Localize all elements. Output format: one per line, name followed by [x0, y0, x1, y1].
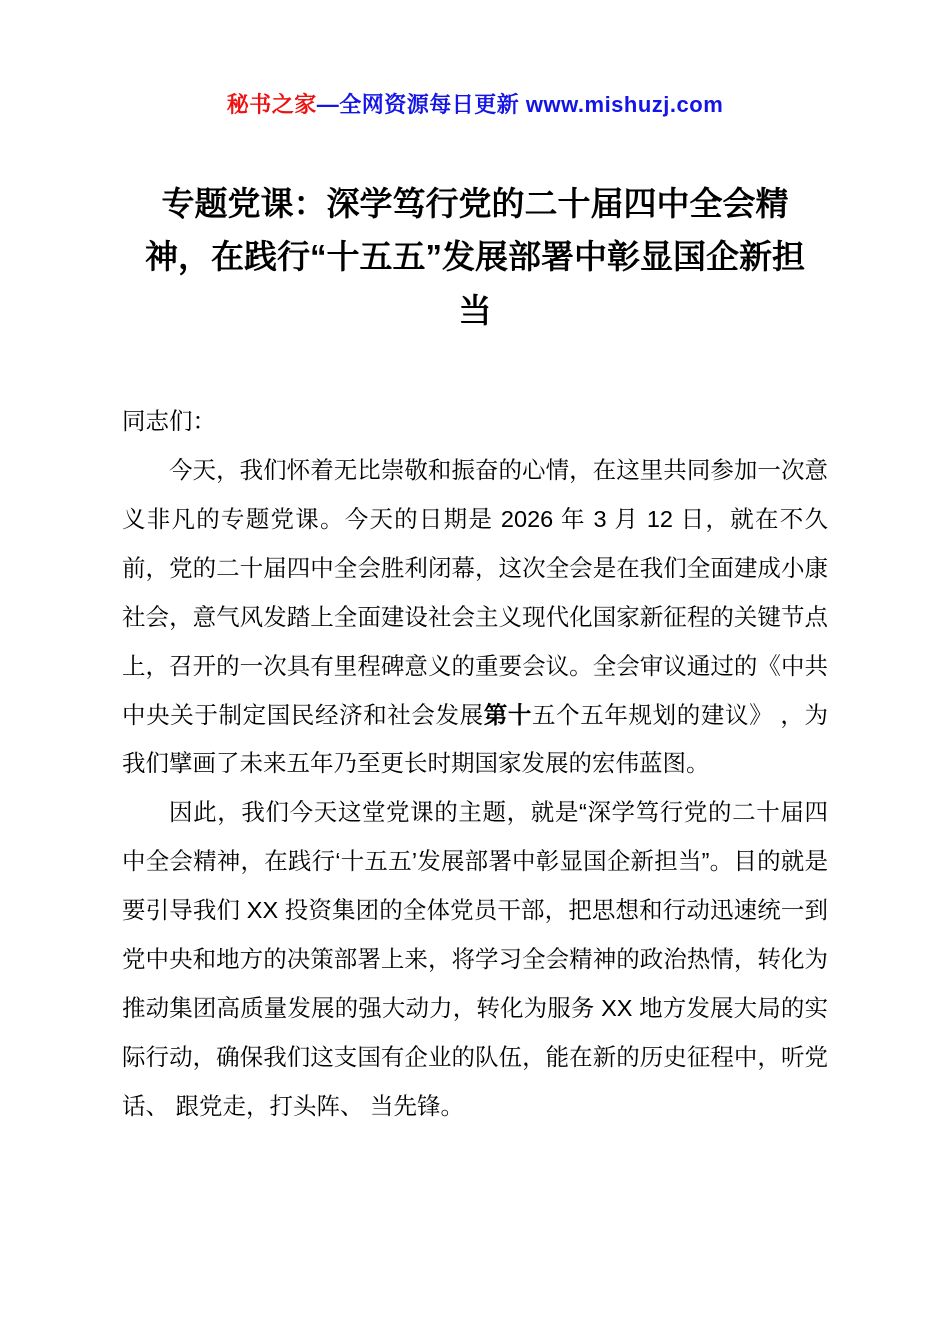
brand-name: 秘书之家 — [226, 92, 317, 117]
text-run: 五个五年规划的建议》 ，为我们擘画了未来五年乃至更长时期国家发展的宏伟蓝图。 — [122, 701, 829, 777]
text-run: 今天，我们怀着无比崇敬和振奋的心情，在这里共同参加一次意义非凡的专题党课。今天的日期是 2026 年 3 月 12 日，就在不久前，党的二十届四中全会胜利闭幕，这次全会是在我们全面建成小康社会，意气风发踏上全面建设社会主义现代化国家新征程的关键节点上，召开的一次具有里程碑意义的重要会议。全会审议通过的《中共中央关于制定国民经济和社会发展 — [122, 457, 828, 728]
site-url: www.mishuzj.com — [525, 92, 724, 117]
bold-text-run: 第十 — [483, 701, 533, 728]
header-tagline: —全网资源每日更新 — [316, 92, 526, 117]
text-run: 因此，我们今天这堂党课的主题，就是“深学笃行党的二十届四中全会精神，在践行‘十五五’发展部署中彰显国企新担当”。目的就是要引导我们 XX 投资集团的全体党员干部，把思想和行动迅速统一到党中央和地方的决策部署上来，将学习全会精神的政治热情，转化为推动集团高质量发展的强大动力，转化为服务 XX 地方发展大局的实际行动，确保我们这支国有企业的队伍，能在新的历史征程中，听党话、 跟党走，打头阵、 当先锋。 — [122, 799, 828, 1119]
document-title: 专题党课：深学笃行党的二十届四中全会精神，在践行“十五五”发展部署中彰显国企新担当 — [145, 185, 805, 329]
document-body — [122, 397, 828, 1130]
salutation: 同志们： — [122, 408, 216, 435]
paragraph — [122, 446, 828, 788]
paragraph — [122, 788, 828, 1130]
header-banner — [122, 88, 828, 119]
paragraphs-container — [122, 446, 828, 1130]
